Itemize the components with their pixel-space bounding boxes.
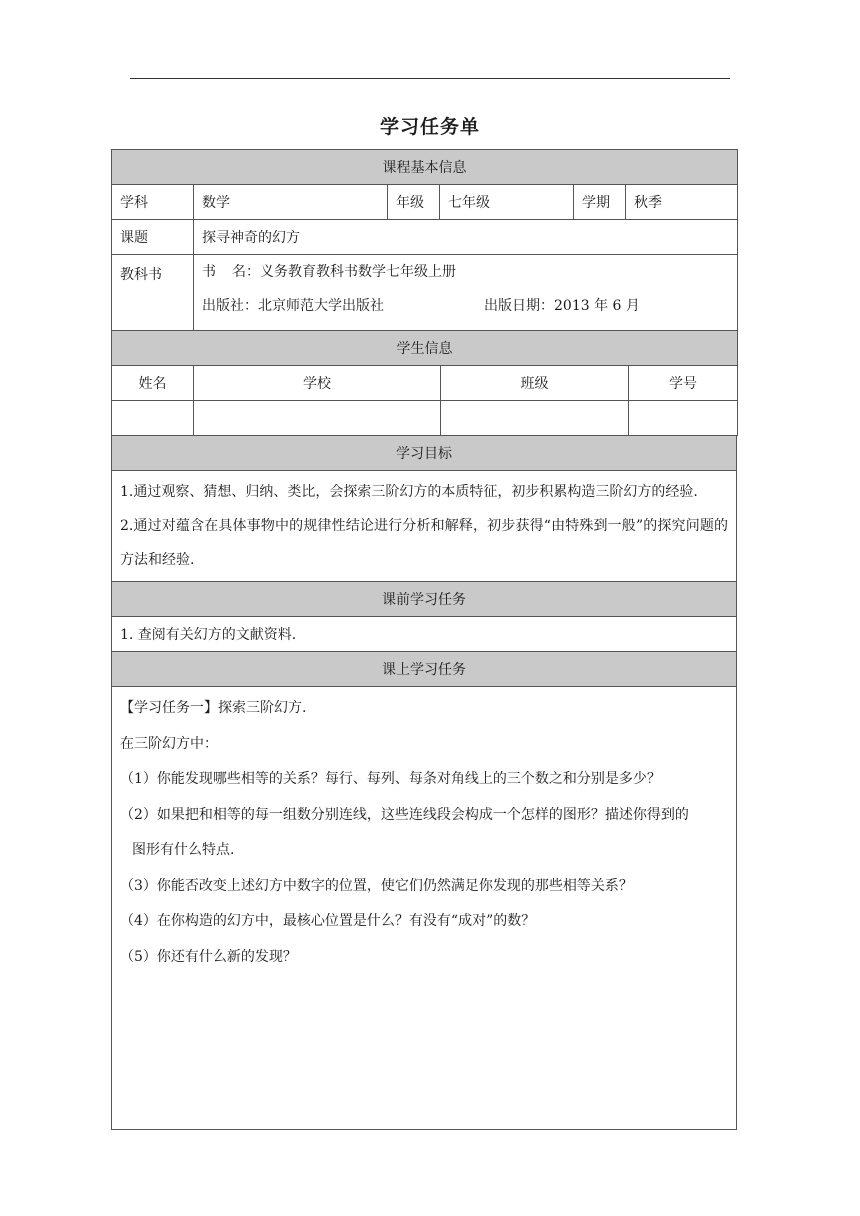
in-class-content (112, 687, 737, 1130)
book-name-value: 义务教育教科书数学七年级上册 (260, 264, 456, 280)
header-rule (130, 78, 730, 79)
question-item: （3）你能否改变上述幻方中数字的位置，使它们仍然满足你发现的那些相等关系？ (120, 877, 633, 894)
student-info-table (111, 330, 738, 436)
in-class-header: 课上学习任务 (112, 652, 737, 687)
question-item: （1）你能发现哪些相等的关系？每行、每列、每条对角线上的三个数之和分别是多少？ (120, 771, 661, 787)
question-item: （2）如果把和相等的每一组数分别连线，这些连线段会构成一个怎样的图形？描述你得到的 (120, 806, 689, 823)
name-input-cell[interactable] (112, 401, 194, 436)
pub-date-value: 2013 年 6 月 (554, 298, 640, 314)
grade-label: 年级 (388, 185, 440, 220)
book-name-line (202, 262, 729, 296)
topic-value: 探寻神奇的幻方 (194, 220, 738, 255)
student-id-input-cell[interactable] (629, 401, 738, 436)
class-column-header: 班级 (441, 366, 629, 401)
class-input-cell[interactable] (441, 401, 629, 436)
goal-item: 1.通过观察、猜想、归纳、类比，会探索三阶幻方的本质特征，初步积累构造三阶幻方的经验. (120, 484, 698, 500)
subject-value: 数学 (194, 185, 388, 220)
task-intro: 在三阶幻方中： (120, 735, 218, 752)
task-title: 【学习任务一】探索三阶幻方. (120, 700, 307, 716)
textbook-label: 教科书 (112, 255, 194, 331)
book-name-label: 书 (202, 264, 216, 280)
school-column-header: 学校 (194, 366, 441, 401)
book-name-label-2: 名： (232, 264, 260, 280)
pre-class-header: 课前学习任务 (112, 582, 737, 617)
document-title: 学习任务单 (379, 116, 480, 138)
textbook-details (194, 255, 738, 331)
school-input-cell[interactable] (194, 401, 441, 436)
pub-date-label: 出版日期： (484, 298, 554, 314)
question-item: （5）你还有什么新的发现？ (120, 948, 297, 965)
course-info-table (111, 149, 738, 331)
question-item-continued: 图形有什么特点. (132, 842, 235, 858)
topic-label: 课题 (112, 220, 194, 255)
question-item: （4）在你构造的幻方中，最核心位置是什么？有没有“成对”的数？ (120, 913, 536, 929)
name-column-header: 姓名 (112, 366, 194, 401)
publisher-label: 出版社： (202, 298, 258, 314)
publisher-line (202, 296, 729, 330)
pre-class-item: 1. 查阅有关幻方的文献资料. (112, 617, 737, 652)
term-label: 学期 (574, 185, 626, 220)
learning-table (111, 435, 737, 1130)
goals-header: 学习目标 (112, 436, 737, 471)
grade-value: 七年级 (440, 185, 574, 220)
course-info-header: 课程基本信息 (112, 150, 738, 185)
task-sheet (111, 149, 737, 1130)
goals-content (112, 471, 737, 582)
student-id-column-header: 学号 (629, 366, 738, 401)
student-info-header: 学生信息 (112, 331, 738, 366)
publisher-value: 北京师范大学出版社 (258, 298, 384, 314)
goal-item: 2.通过对蕴含在具体事物中的规律性结论进行分析和解释，初步获得“由特殊到一般”的探究问题的方法和经验. (120, 518, 728, 568)
subject-label: 学科 (112, 185, 194, 220)
term-value: 秋季 (626, 185, 738, 220)
